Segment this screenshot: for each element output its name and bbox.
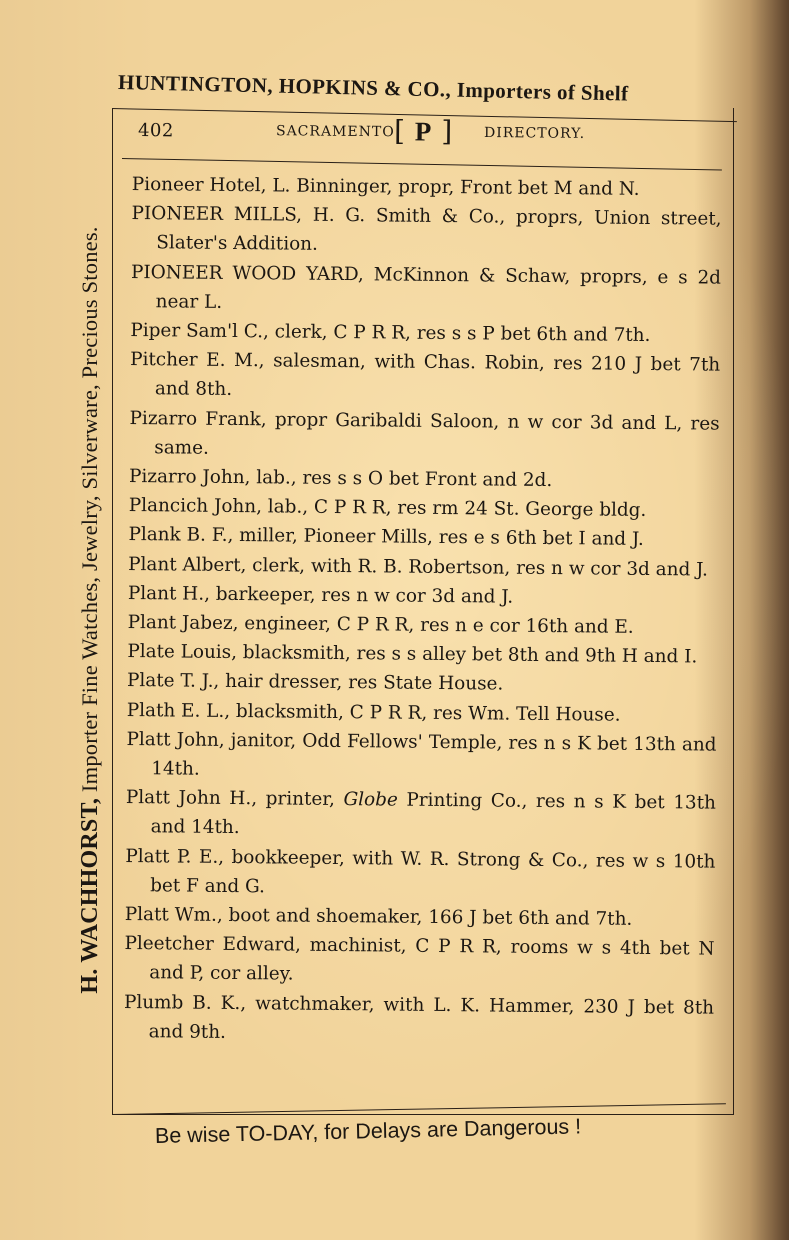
section-letter: P [414,116,432,147]
directory-entry [126,783,717,847]
side-advertisement [70,95,110,1125]
top-advertisement: HUNTINGTON, HOPKINS & CO., Importers of Shelf [117,70,629,106]
directory-entry: Pioneer Hotel, L. Binninger, propr, Front bet M and N. [131,173,640,200]
directory-entry: Pitcher E. M., salesman, with Chas. Robin, res 210 J bet 7th and 8th. [130,349,721,401]
directory-entry: Plate T. J., hair dresser, res State House. [126,670,504,696]
header-letter [394,114,453,148]
directory-entry: Piper Sam'l C., clerk, C P R R, res s s P bet 6th and 7th. [130,320,651,346]
directory-entries [124,170,722,1052]
footer-slogan: Be wise TO-DAY, for Delays are Dangerous ! [154,1114,582,1148]
directory-entry: Plant Albert, clerk, with R. B. Robertson, res n w cor 3d and J. [128,553,709,581]
directory-entry: Plancich John, lab., C P R R, res rm 24 St. George bldg. [128,495,647,522]
letter-bracket-close: ] [441,114,453,148]
directory-entry: PIONEER WOOD YARD, McKinnon & Schaw, proprs, e s 2d near L. [130,261,722,313]
directory-entry: Plath E. L., blacksmith, C P R R, res Wm. Tell House. [126,699,621,726]
running-header [137,114,718,153]
directory-entry: Platt P. E., bookkeeper, with W. R. Strong & Co., res w s 10th bet F and G. [125,845,716,898]
directory-entry: Plant Jabez, engineer, C P R R, res n e cor 16th and E. [127,612,634,638]
directory-entry: Plant H., barkeeper, res n w cor 3d and J. [127,582,514,608]
directory-entry: Pleetcher Edward, machinist, C P R R, rooms w s 4th bet N and P, cor alley. [124,933,715,986]
directory-entry: Pizarro Frank, propr Garibaldi Saloon, n w cor 3d and L, res same. [129,407,720,459]
directory-entry: Plumb B. K., watchmaker, with L. K. Hammer, 230 J bet 8th and 9th. [123,991,715,1043]
entry-text: Printing Co., res n s K bet 13th and 14th. [150,789,717,839]
directory-entry: Platt John, janitor, Odd Fellows' Temple, res n s K bet 13th and 14th. [126,728,717,780]
side-ad-text: Importer Fine Watches, Jewelry, Silverware, Precious Stones. [77,226,102,793]
entry-italic: Globe [343,789,398,811]
header-city: SACRAMENTO [275,123,395,141]
directory-entry: Plank B. F., miller, Pioneer Mills, res e s 6th bet I and J. [128,524,644,551]
header-directory: DIRECTORY. [483,125,586,142]
entry-text: Platt John H., printer, [125,787,344,811]
directory-entry: Plate Louis, blacksmith, res s s alley bet 8th and 9th H and I. [127,641,698,668]
side-ad-name: H. WACHHORST, [77,797,103,994]
directory-entry: PIONEER MILLS, H. G. Smith & Co., proprs, Union street, Slater's Addition. [131,203,722,256]
directory-entry: Pizarro John, lab., res s s O bet Front and 2d. [128,466,553,492]
letter-bracket-open: [ [393,114,406,148]
page-number: 402 [137,120,174,142]
directory-entry: Platt Wm., boot and shoemaker, 166 J bet 6th and 7th. [124,904,633,930]
